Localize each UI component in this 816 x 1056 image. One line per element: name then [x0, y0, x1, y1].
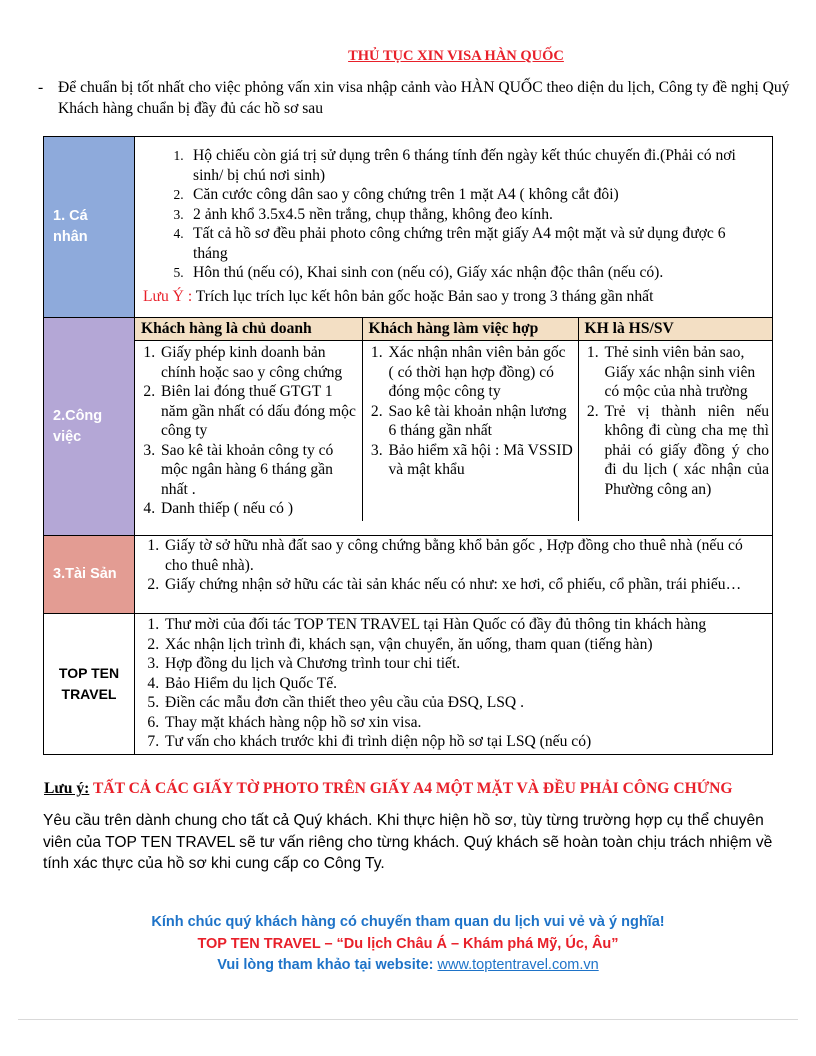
- list-item: 2. Căn cước công dân sao y công chứng trên 1 mặt A4 ( không cắt đôi): [187, 185, 760, 205]
- notice-message: TẤT CẢ CÁC GIẤY TỜ PHOTO TRÊN GIẤY A4 MỘT MẶT VÀ ĐỀU PHẢI CÔNG CHỨNG: [92, 780, 733, 797]
- requirements-table: [43, 136, 773, 755]
- notice: [44, 780, 733, 798]
- column-header-student: KH là HS/SV: [578, 318, 773, 341]
- disclaimer-paragraph: Yêu cầu trên dành chung cho tất cả Quý khách. Khi thực hiện hồ sơ, tùy từng trường hợp cụ thể chuyên viên của TOP TEN TRAVEL sẽ tư vấn riêng cho từng khách. Quý khách sẽ hoàn toàn chịu trách nhiệm về tính xác thực của hồ sơ khi cung cấp co Công Ty.: [43, 812, 773, 872]
- agency-list: [135, 614, 772, 754]
- page-divider: [18, 1019, 798, 1020]
- list-item: 1. Giấy tờ sở hữu nhà đất sao y công chứng bằng khổ bản gốc , Hợp đồng cho thuê nhà (nếu có cho thuê nhà).: [163, 536, 760, 575]
- list-item: 2. Biên lai đóng thuế GTGT 1 năm gần nhất có dấu đóng mộc công ty: [159, 382, 358, 441]
- list-item: 7. Tư vấn cho khách trước khi đi trình diện nộp hồ sơ tại LSQ (nếu có): [163, 732, 762, 752]
- footer-greeting: Kính chúc quý khách hàng có chuyến tham quan du lịch vui vẻ và ý nghĩa!: [151, 914, 665, 930]
- student-list: [579, 341, 774, 501]
- personal-list: [135, 137, 772, 287]
- list-item: 2. Sao kê tài khoản nhận lương 6 tháng gần nhất: [387, 402, 574, 441]
- intro-paragraph: [38, 77, 798, 119]
- list-item: 6. Thay mặt khách hàng nộp hồ sơ xin visa.: [163, 713, 762, 733]
- agency-content: [135, 614, 773, 755]
- document-title: THỦ TỤC XIN VISA HÀN QUỐC: [348, 48, 564, 64]
- personal-content: [135, 137, 773, 318]
- footer-website-line: [0, 957, 816, 973]
- assets-label: 3.Tài Sản: [44, 536, 135, 614]
- list-item: 1. Thư mời của đối tác TOP TEN TRAVEL tại Hàn Quốc có đầy đủ thông tin khách hàng: [163, 615, 762, 635]
- agency-row: [44, 614, 773, 755]
- list-item: 2. Trẻ vị thành niên nếu không đi cùng cha mẹ thì phải có giấy đồng ý cho đi du lịch ( xác nhận của Phường công an): [603, 402, 770, 500]
- list-item: 5. Hôn thú (nếu có), Khai sinh con (nếu có), Giấy xác nhận độc thân (nếu có).: [187, 263, 760, 283]
- personal-note: [135, 287, 772, 311]
- website-link[interactable]: www.toptentravel.com.vn: [437, 957, 599, 973]
- assets-content: [135, 536, 773, 614]
- list-item: 5. Điền các mẫu đơn cần thiết theo yêu cầu của ĐSQ, LSQ .: [163, 693, 762, 713]
- intro-text: Để chuẩn bị tốt nhất cho việc phỏng vấn xin visa nhập cảnh vào HÀN QUỐC theo diện du lịch, Công ty đề nghị Quý Khách hàng chuẩn bị đầy đủ các hồ sơ sau: [58, 79, 790, 117]
- agency-label-line2: TRAVEL: [61, 685, 117, 702]
- work-label: 2.Công việc: [44, 318, 135, 536]
- list-item: 2. Xác nhận lịch trình đi, khách sạn, vận chuyển, ăn uống, tham quan (tiếng hàn): [163, 635, 762, 655]
- assets-list: [135, 536, 772, 597]
- list-item: 1. Xác nhận nhân viên bản gốc ( có thời hạn hợp đồng) có đóng mộc công ty: [387, 343, 574, 402]
- footer-slogan: TOP TEN TRAVEL – “Du lịch Châu Á – Khám phá Mỹ, Úc, Âu”: [197, 936, 619, 952]
- list-item: 3. Sao kê tài khoản công ty có mộc ngân hàng 6 tháng gần nhất .: [159, 441, 358, 500]
- assets-row: [44, 536, 773, 614]
- personal-row: [44, 137, 773, 318]
- column-header-business-owner: Khách hàng là chủ doanh: [135, 318, 362, 341]
- personal-label: 1. Cá nhân: [44, 137, 135, 318]
- list-item: 3. Hợp đồng du lịch và Chương trình tour chi tiết.: [163, 654, 762, 674]
- business-owner-cell: [135, 341, 362, 521]
- column-header-employee: Khách hàng làm việc hợp: [362, 318, 578, 341]
- list-item: 2. Giấy chứng nhận sở hữu các tài sản khác nếu có như: xe hơi, cổ phiếu, cổ phần, trái phiếu…: [163, 575, 760, 595]
- work-row: [44, 318, 773, 536]
- employee-list: [363, 341, 578, 482]
- note-label: Lưu Ý :: [143, 287, 193, 305]
- list-item: 4. Tất cả hồ sơ đều phải photo công chứng trên mặt giấy A4 một mặt và sử dụng được 6 tháng: [187, 224, 760, 263]
- list-item: 1. Giấy phép kinh doanh bản chính hoặc sao y công chứng: [159, 343, 358, 382]
- business-owner-list: [135, 341, 362, 521]
- notice-label: Lưu ý:: [44, 780, 90, 797]
- list-item: 4. Bảo Hiểm du lịch Quốc Tế.: [163, 674, 762, 694]
- list-item: 1. Thẻ sinh viên bản sao, Giấy xác nhận sinh viên có mộc của nhà trường: [603, 343, 770, 402]
- employee-cell: [362, 341, 578, 521]
- student-cell: [578, 341, 773, 521]
- agency-label-line1: TOP TEN: [58, 664, 120, 681]
- list-item: 1. Hộ chiếu còn giá trị sử dụng trên 6 tháng tính đến ngày kết thúc chuyến đi.(Phải có nơi sinh/ bị chú nơi sinh): [187, 146, 760, 185]
- note-text: Trích lục trích lục kết hôn bản gốc hoặc Bản sao y trong 3 tháng gần nhất: [195, 287, 654, 305]
- work-content: [135, 318, 773, 536]
- footer-website-prefix: Vui lòng tham khảo tại website:: [217, 957, 434, 973]
- agency-label: [44, 614, 135, 755]
- intro-dash: -: [38, 79, 44, 96]
- work-subtable: [135, 318, 773, 521]
- list-item: 3. 2 ảnh khổ 3.5x4.5 nền trắng, chụp thẳng, không đeo kính.: [187, 205, 760, 225]
- list-item: 3. Bảo hiểm xã hội : Mã VSSID và mật khẩu: [387, 441, 574, 480]
- list-item: 4. Danh thiếp ( nếu có ): [159, 499, 358, 519]
